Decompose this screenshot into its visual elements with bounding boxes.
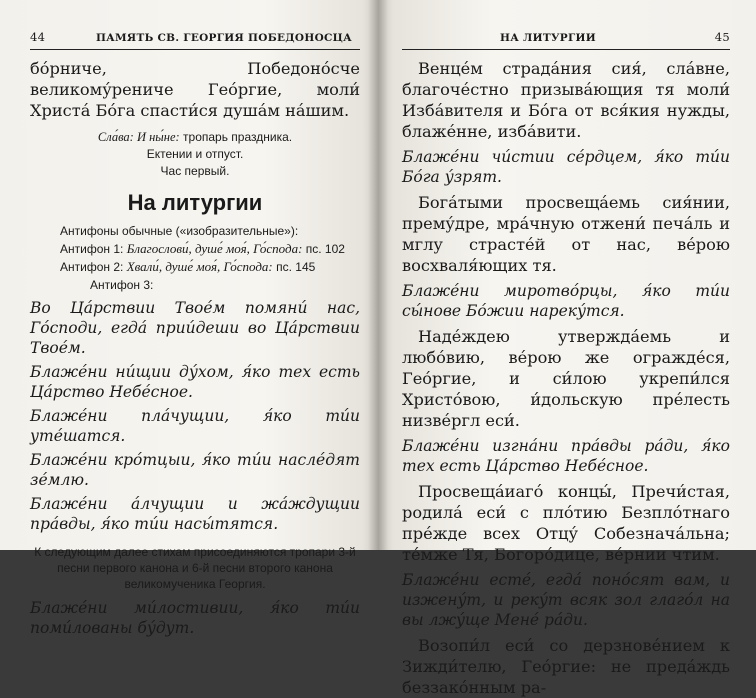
rubric-slava (30, 129, 360, 146)
section-heading: На литургии (127, 190, 263, 215)
left-page (0, 0, 378, 637)
antiphon-2-ref: пс. 145 (272, 260, 316, 274)
left-running-title: ПАМЯТЬ СВ. ГЕОРГИЯ ПОБЕДОНОСЦА (95, 32, 352, 44)
antiphon-3: Антифон 3: (90, 278, 154, 292)
troparion-2: Бога́тыми просвеща́емь сия́нии, прему́дре, мра́чную отжени́ печа́ль и мглу страсте́й от нас, ве́рою восхваля́ющих тя. (402, 193, 730, 275)
troparion-4: Просвеща́иаго́ концы́, Пречи́стая, родила́ еси́ с пло́тию Безпло́тнаго пре́жде всех Отцу́ Собезнача́льна; те́мже Тя, Богоро́дице, ве́рнии чтим. (402, 482, 730, 564)
right-page-number: 45 (714, 30, 730, 44)
rubric-slava-rest: тропарь праздника. (179, 130, 293, 144)
right-verse-3: Блаже́ни изгна́ни пра́вды ра́ди, я́ко тех есть Ца́рство Небе́сное. (402, 437, 730, 475)
right-page (378, 0, 756, 697)
beatitude-verse-4: Блаже́ни кро́тцыи, я́ко ти́и насле́дят зе́млю. (30, 451, 360, 489)
beatitude-verse-1: Во Ца́рствии Твое́м помяни́ нас, Го́споди, егда́ прии́деши во Ца́рствии Твое́м. (30, 299, 360, 357)
antiphon-1-ref: пс. 102 (302, 242, 345, 256)
right-verse-1: Блаже́ни чи́стии се́рдцем, я́ко ти́и Бо́га у́зрят. (402, 148, 730, 186)
left-page-number: 44 (30, 30, 46, 44)
rubric-chas: Час первый. (160, 164, 230, 178)
rubric-slava-italic: Сла́ва: И ны́не: (97, 130, 180, 144)
beatitude-verse-6: Блаже́ни ми́лостивии, я́ко ти́и поми́лованы бу́дут. (30, 599, 360, 637)
antiphons-intro: Антифоны обычные («изобразительные»): (60, 224, 299, 238)
left-running-header (30, 30, 360, 50)
antiphon-2-label: Антифон 2: (60, 260, 127, 274)
beatitude-verse-5: Блаже́ни а́лчущии и жа́ждущии пра́вды, я́ко ти́и насы́тятся. (30, 495, 360, 533)
beatitude-verse-3: Блаже́ни пла́чущии, я́ко ти́и уте́шатся. (30, 407, 360, 445)
antiphon-2-text: Хвали́, душе́ моя́, Го́спода: (126, 259, 273, 274)
troparion-3: Наде́ждею утвержда́емь и любо́вию, ве́рою же огражде́ся, Гео́ргие, и си́лою укрепи́лся Христо́вою, и́дольскую пре́лесть низве́ргл еси́. (402, 327, 730, 430)
troparion-1: Венце́м страда́ния сия́, сла́вне, благоче́стно призыва́ющия тя моли́ Изба́вителя и Бо́га от вся́кия нужды, блаже́нне, изба́вити. (402, 59, 730, 141)
antiphon-1-text: Благослови́, душе́ моя́, Го́спода: (126, 241, 303, 256)
right-verse-4: Блаже́ни есте́, егда́ поно́сят вам, и изжену́т, и реку́т всяк зол глаго́л на вы лжу́ще Мене́ ра́ди. (402, 571, 730, 629)
beatitude-verse-2: Блаже́ни ни́щии ду́хом, я́ко тех есть Ца́рство Небе́сное. (30, 363, 360, 401)
rubric-note: К следующим далее стихам присоединяются тропари 3-й песни первого канона и 6-й песни второго канона великомученика Георгия. (34, 545, 356, 591)
troparion-5: Возопи́л еси́ со дерзнове́нием к Зижди́телю, Гео́ргие: не преда́ждь беззако́нным ра- (402, 636, 730, 697)
antiphon-1-label: Антифон 1: (60, 242, 127, 256)
right-running-header (402, 30, 730, 50)
left-opening-text: бо́рниче, Победоно́сче великому́рениче Гео́ргие, моли́ Христа́ Бо́га спасти́ся душа́м на́шим. (30, 59, 360, 120)
right-verse-2: Блаже́ни миротво́рцы, я́ко ти́и сы́нове Бо́жии нареку́тся. (402, 282, 730, 320)
antiphon-2 (30, 258, 360, 276)
right-running-title: НА ЛИТУРГИИ (500, 32, 596, 44)
antiphon-1 (30, 240, 360, 258)
rubric-ektenii: Ектении и отпуст. (146, 147, 244, 161)
